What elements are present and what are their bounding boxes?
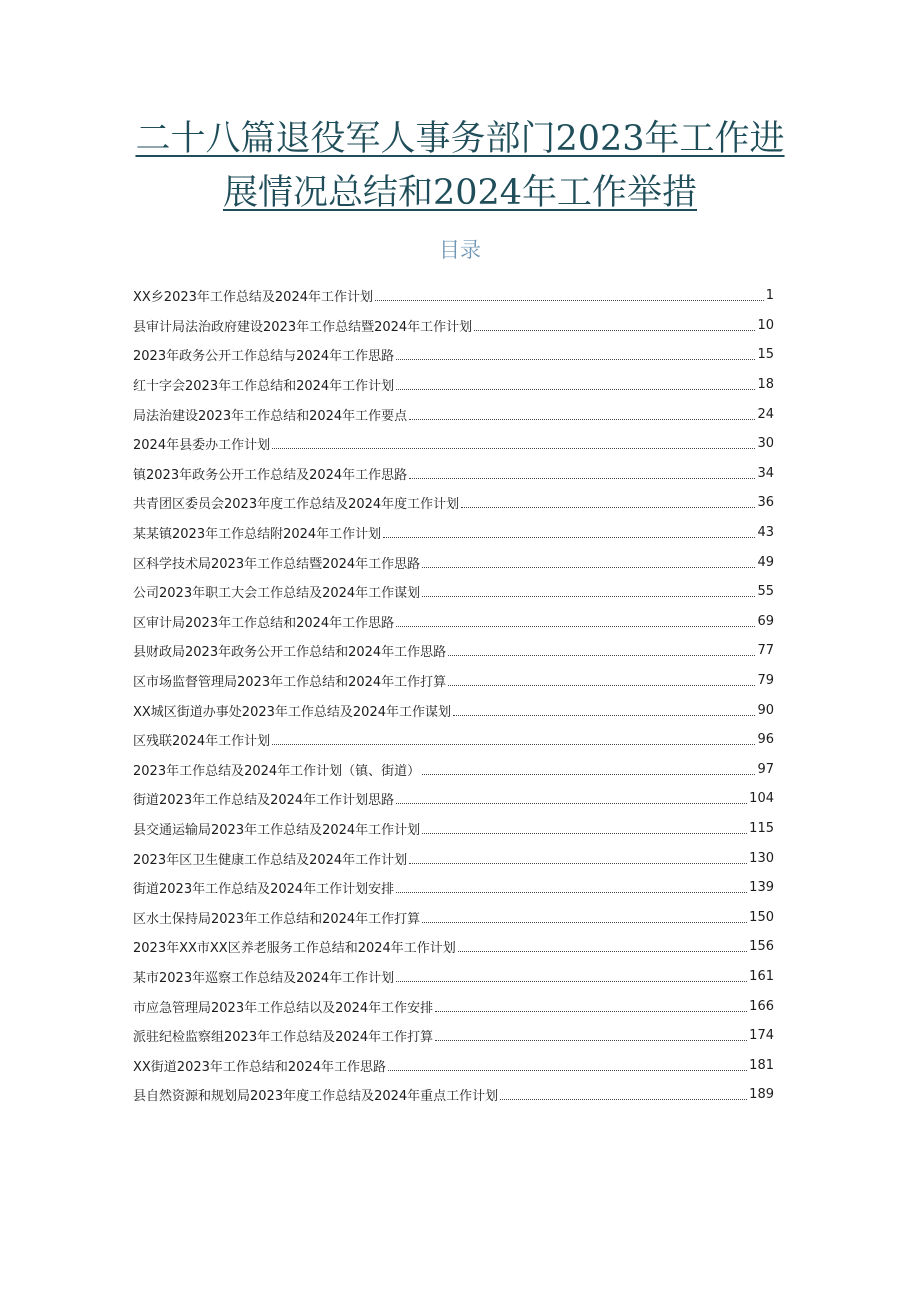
toc-entry[interactable] bbox=[133, 991, 774, 1021]
toc-dot-leader bbox=[396, 803, 747, 804]
toc-dot-leader bbox=[396, 359, 755, 360]
toc-heading: 目录 bbox=[439, 238, 481, 262]
toc-entry-title: 局法治建设2023年工作总结和2024年工作要点 bbox=[133, 408, 408, 424]
toc-entry-page: 15 bbox=[757, 347, 774, 363]
toc-entry-page: 156 bbox=[749, 939, 774, 955]
toc-entry-title: 共青团区委员会2023年度工作总结及2024年度工作计划 bbox=[133, 497, 460, 513]
toc-entry-title: 区残联2024年工作计划 bbox=[133, 734, 271, 750]
toc-entry[interactable] bbox=[133, 488, 774, 518]
toc-dot-leader bbox=[500, 1099, 747, 1100]
toc-entry[interactable] bbox=[133, 429, 774, 459]
toc-entry[interactable] bbox=[133, 1050, 774, 1080]
toc-dot-leader bbox=[272, 744, 755, 745]
toc-entry-title: 区水土保持局2023年工作总结和2024年工作打算 bbox=[133, 911, 421, 927]
toc-entry-page: 181 bbox=[749, 1057, 774, 1073]
toc-dot-leader bbox=[422, 567, 755, 568]
toc-entry-page: 1 bbox=[765, 288, 774, 304]
toc-dot-leader bbox=[409, 863, 747, 864]
toc-entry[interactable] bbox=[133, 607, 774, 637]
toc-entry-title: 区审计局2023年工作总结和2024年工作思路 bbox=[133, 615, 395, 631]
toc-entry-page: 150 bbox=[749, 909, 774, 925]
toc-dot-leader bbox=[396, 389, 755, 390]
document-title bbox=[100, 112, 820, 220]
toc-entry[interactable] bbox=[133, 311, 774, 341]
toc-entry-title: 街道2023年工作总结及2024年工作计划安排 bbox=[133, 882, 395, 898]
toc-dot-leader bbox=[409, 419, 755, 420]
toc-entry[interactable] bbox=[133, 725, 774, 755]
toc-entry[interactable] bbox=[133, 636, 774, 666]
toc-dot-leader bbox=[422, 774, 755, 775]
toc-entry-page: 90 bbox=[757, 702, 774, 718]
toc-entry-title: XX乡2023年工作总结及2024年工作计划 bbox=[133, 290, 373, 306]
toc-entry[interactable] bbox=[133, 902, 774, 932]
toc-entry-page: 174 bbox=[749, 1028, 774, 1044]
document-title-line-2: 展情况总结和2024年工作举措 bbox=[222, 173, 698, 213]
toc-entry-title: 县审计局法治政府建设2023年工作总结暨2024年工作计划 bbox=[133, 319, 473, 335]
toc-dot-leader bbox=[409, 478, 755, 479]
toc-dot-leader bbox=[474, 330, 755, 331]
toc-entry-title: 区科学技术局2023年工作总结暨2024年工作思路 bbox=[133, 556, 421, 572]
toc-entry-page: 49 bbox=[757, 554, 774, 570]
toc-entry[interactable] bbox=[133, 873, 774, 903]
toc-dot-leader bbox=[435, 1011, 747, 1012]
toc-entry-page: 161 bbox=[749, 968, 774, 984]
toc-entry-title: 2023年政务公开工作总结与2024年工作思路 bbox=[133, 349, 395, 365]
document-title-line-1: 二十八篇退役军人事务部门2023年工作进 bbox=[135, 119, 785, 159]
toc-dot-leader bbox=[453, 715, 755, 716]
toc-entry[interactable] bbox=[133, 784, 774, 814]
toc-dot-leader bbox=[396, 626, 755, 627]
toc-entry[interactable] bbox=[133, 340, 774, 370]
toc-entry[interactable] bbox=[133, 518, 774, 548]
toc-entry-page: 104 bbox=[749, 791, 774, 807]
toc-entry-title: 公司2023年职工大会工作总结及2024年工作谋划 bbox=[133, 586, 421, 602]
toc-entry[interactable] bbox=[133, 370, 774, 400]
toc-entry-page: 166 bbox=[749, 998, 774, 1014]
toc-entry[interactable] bbox=[133, 814, 774, 844]
toc-entry[interactable] bbox=[133, 577, 774, 607]
toc-entry-title: 2023年工作总结及2024年工作计划（镇、街道） bbox=[133, 763, 421, 779]
toc-entry[interactable] bbox=[133, 1021, 774, 1051]
toc-entry-page: 55 bbox=[757, 584, 774, 600]
toc-dot-leader bbox=[422, 833, 747, 834]
toc-dot-leader bbox=[448, 685, 755, 686]
toc-entry[interactable] bbox=[133, 962, 774, 992]
toc-entry[interactable] bbox=[133, 843, 774, 873]
toc-entry-page: 115 bbox=[749, 820, 774, 836]
toc-entry-page: 43 bbox=[757, 525, 774, 541]
toc-entry-page: 97 bbox=[757, 761, 774, 777]
toc-dot-leader bbox=[272, 448, 755, 449]
toc-dot-leader bbox=[388, 1070, 747, 1071]
toc-dot-leader bbox=[396, 981, 747, 982]
toc-entry[interactable] bbox=[133, 281, 774, 311]
toc-dot-leader bbox=[396, 892, 747, 893]
toc-entry[interactable] bbox=[133, 399, 774, 429]
toc-dot-leader bbox=[461, 507, 755, 508]
toc-dot-leader bbox=[422, 596, 755, 597]
toc-dot-leader bbox=[448, 655, 755, 656]
toc-entry-page: 36 bbox=[757, 495, 774, 511]
toc-dot-leader bbox=[375, 300, 764, 301]
toc-entry-page: 130 bbox=[749, 850, 774, 866]
toc-entry-title: 派驻纪检监察组2023年工作总结及2024年工作打算 bbox=[133, 1030, 434, 1046]
toc-entry-title: 红十字会2023年工作总结和2024年工作计划 bbox=[133, 379, 395, 395]
toc-entry-page: 96 bbox=[757, 732, 774, 748]
toc-entry-title: 县自然资源和规划局2023年度工作总结及2024年重点工作计划 bbox=[133, 1089, 499, 1105]
toc-entry[interactable] bbox=[133, 1080, 774, 1110]
toc-dot-leader bbox=[458, 951, 747, 952]
toc-entry-title: 区市场监督管理局2023年工作总结和2024年工作打算 bbox=[133, 675, 447, 691]
toc-entry-page: 139 bbox=[749, 880, 774, 896]
toc-entry-title: 2023年XX市XX区养老服务工作总结和2024年工作计划 bbox=[133, 941, 456, 957]
toc-entry[interactable] bbox=[133, 459, 774, 489]
toc-entry-page: 69 bbox=[757, 613, 774, 629]
table-of-contents bbox=[133, 281, 774, 1110]
toc-entry-page: 24 bbox=[757, 406, 774, 422]
toc-entry-page: 77 bbox=[757, 643, 774, 659]
toc-entry-title: 2024年县委办工作计划 bbox=[133, 438, 271, 454]
toc-entry-title: 某某镇2023年工作总结附2024年工作计划 bbox=[133, 527, 382, 543]
toc-entry-page: 189 bbox=[749, 1087, 774, 1103]
toc-entry-title: XX城区街道办事处2023年工作总结及2024年工作谋划 bbox=[133, 704, 451, 720]
toc-entry[interactable] bbox=[133, 932, 774, 962]
toc-entry-title: 市应急管理局2023年工作总结以及2024年工作安排 bbox=[133, 1000, 434, 1016]
toc-dot-leader bbox=[435, 1040, 747, 1041]
toc-entry[interactable] bbox=[133, 695, 774, 725]
toc-entry-title: 县财政局2023年政务公开工作总结和2024年工作思路 bbox=[133, 645, 447, 661]
toc-entry-title: 县交通运输局2023年工作总结及2024年工作计划 bbox=[133, 822, 421, 838]
toc-entry[interactable] bbox=[133, 666, 774, 696]
toc-entry-page: 34 bbox=[757, 465, 774, 481]
toc-entry-page: 30 bbox=[757, 436, 774, 452]
toc-entry-title: 某市2023年巡察工作总结及2024年工作计划 bbox=[133, 970, 395, 986]
toc-entry-title: 镇2023年政务公开工作总结及2024年工作思路 bbox=[133, 467, 408, 483]
toc-entry-title: 2023年区卫生健康工作总结及2024年工作计划 bbox=[133, 852, 408, 868]
toc-entry[interactable] bbox=[133, 547, 774, 577]
toc-dot-leader bbox=[422, 922, 747, 923]
toc-entry-title: 街道2023年工作总结及2024年工作计划思路 bbox=[133, 793, 395, 809]
toc-entry[interactable] bbox=[133, 755, 774, 785]
toc-dot-leader bbox=[383, 537, 755, 538]
toc-entry-title: XX街道2023年工作总结和2024年工作思路 bbox=[133, 1059, 386, 1075]
toc-entry-page: 79 bbox=[757, 673, 774, 689]
toc-entry-page: 10 bbox=[757, 317, 774, 333]
toc-entry-page: 18 bbox=[757, 377, 774, 393]
